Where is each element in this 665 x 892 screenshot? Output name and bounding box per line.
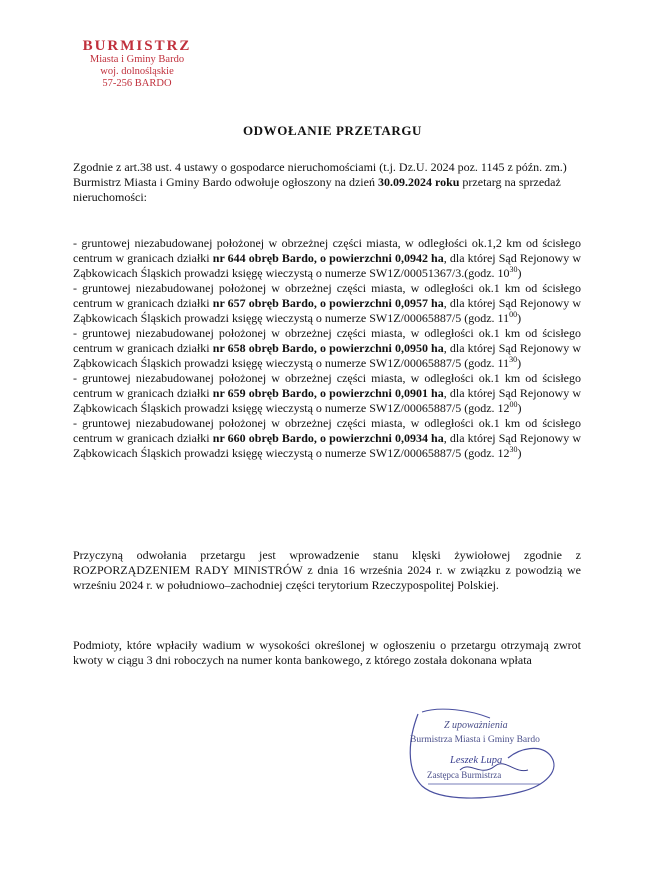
- item-description: - gruntowej niezabudowanej położonej w obrzeżnej części miasta, w odległości ok.1 km od ścisłego centrum w granicach działki: [73, 281, 581, 310]
- time-minutes: 30: [509, 445, 518, 454]
- document-title: ODWOŁANIE PRZETARGU: [242, 123, 423, 138]
- item-description: - gruntowej niezabudowanej położonej w obrzeżnej części miasta, w odległości ok.1 km od ścisłego centrum w granicach działki: [73, 326, 581, 355]
- time-minutes: 30: [509, 265, 518, 274]
- item-registry: , dla której Sąd Rejonowy w Ząbkowicach Śląskich prowadzi księgę wieczystą o numerze SW1Z/00065887/5 (godz. 11: [73, 341, 581, 370]
- plot-details: nr 657 obręb Bardo, o powierzchni 0,0957 ha: [212, 296, 444, 310]
- intro-paragraph: [73, 160, 581, 205]
- time-minutes: 00: [509, 310, 518, 319]
- item-description: - gruntowej niezabudowanej położonej w obrzeżnej części miasta, w odległości ok.1 km od ścisłego centrum w granicach działki: [73, 371, 581, 400]
- plot-details: nr 659 obręb Bardo, o powierzchni 0,0901 ha: [212, 386, 444, 400]
- stamp-line-office: Miasta i Gminy Bardo: [89, 54, 185, 65]
- intro-text-end: przetarg na sprzedaż nieruchomości:: [73, 175, 561, 204]
- plot-details: nr 658 obręb Bardo, o powierzchni 0,0950 ha: [212, 341, 444, 355]
- list-item: [73, 371, 581, 416]
- item-description: - gruntowej niezabudowanej położonej w obrzeżnej części miasta, w odległości ok.1,2 km od ścisłego centrum w granicach działki: [73, 236, 581, 265]
- reason-paragraph: Przyczyną odwołania przetargu jest wprowadzenie stanu klęski żywiołowej zgodnie z ROZPORZĄDZENIEM RADY MINISTRÓW z dnia 16 września 2024 r. w związku z powodzią we wrześniu 2024 r. w południowo–zachodniej części terytorium Rzeczypospolitej Polskiej.: [73, 548, 581, 592]
- intro-text: Zgodnie z art.38 ust. 4 ustawy o gospodarce nieruchomościami (t.j. Dz.U. 2024 poz. 1145 z późn. zm.) Burmistrz Miasta i Gminy Bardo odwołuje ogłoszony na dzień: [73, 160, 567, 189]
- item-close: ): [517, 356, 522, 370]
- plot-details: nr 660 obręb Bardo, o powierzchni 0,0934 ha: [212, 431, 444, 445]
- time-minutes: 30: [509, 355, 518, 364]
- item-close: ): [517, 311, 522, 325]
- signature-position: Zastępca Burmistrza: [427, 770, 502, 780]
- item-registry: , dla której Sąd Rejonowy w Ząbkowicach Śląskich prowadzi księgę wieczystą o numerze SW1Z/00065887/5 (godz. 12: [73, 386, 581, 415]
- stamp-title: BURMISTRZ: [82, 38, 192, 54]
- office-stamp: [62, 38, 212, 90]
- signature-stamp: [400, 700, 570, 810]
- list-item: [73, 236, 581, 281]
- list-item: [73, 416, 581, 461]
- item-registry: , dla której Sąd Rejonowy w Ząbkowicach Śląskich prowadzi księgę wieczystą o numerze SW1Z/00065887/5 (godz. 11: [73, 296, 581, 325]
- item-registry: , dla której Sąd Rejonowy w Ząbkowicach Śląskich prowadzi księgę wieczystą o numerze SW1Z/00065887/5 (godz. 12: [73, 431, 581, 460]
- refund-paragraph: Podmioty, które wpłaciły wadium w wysokości określonej w ogłoszeniu o przetargu otrzymają zwrot kwoty w ciągu 3 dni roboczych na numer konta bankowego, z którego została dokonana wpłata: [73, 638, 581, 667]
- item-close: ): [517, 401, 522, 415]
- list-item: [73, 281, 581, 326]
- item-close: ): [517, 446, 522, 460]
- auction-date: 30.09.2024 roku: [377, 175, 460, 189]
- stamp-line-postcode: 57-256 BARDO: [102, 78, 172, 89]
- time-minutes: 00: [509, 400, 518, 409]
- stamp-line-voivodeship: woj. dolnośląskie: [100, 66, 174, 77]
- item-description: - gruntowej niezabudowanej położonej w obrzeżnej części miasta, w odległości ok.1 km od ścisłego centrum w granicach działki: [73, 416, 581, 445]
- signature-office: Burmistrza Miasta i Gminy Bardo: [410, 735, 540, 745]
- signature-name: Leszek Lupa: [450, 755, 503, 766]
- plot-details: nr 644 obręb Bardo, o powierzchni 0,0942 ha: [212, 251, 444, 265]
- signature-authorization: Z upoważnienia: [444, 720, 508, 731]
- item-registry: , dla której Sąd Rejonowy w Ząbkowicach Śląskich prowadzi księgę wieczystą o numerze SW1Z/00051367/3.(godz. 10: [73, 251, 581, 280]
- property-list: [73, 236, 581, 461]
- item-close: ): [517, 266, 522, 280]
- list-item: [73, 326, 581, 371]
